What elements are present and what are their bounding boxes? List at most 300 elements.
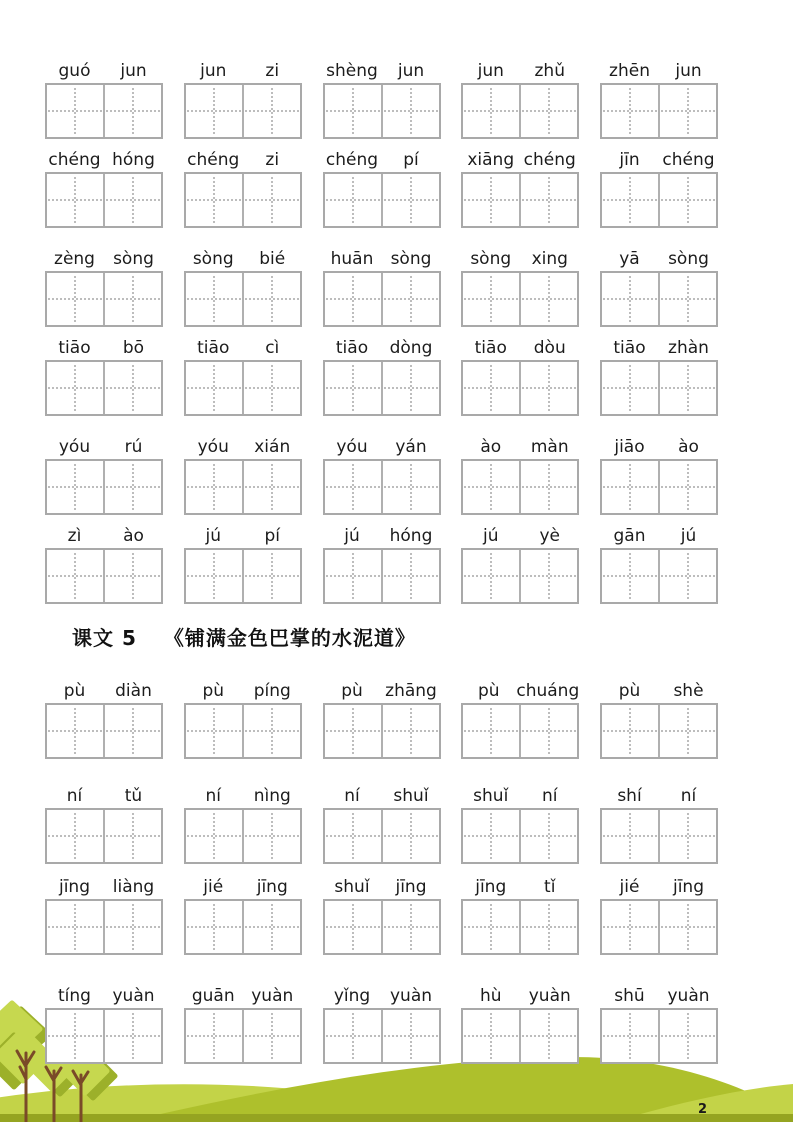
word-group — [600, 246, 718, 327]
grid-cell — [325, 174, 381, 226]
pinyin-syllable: xián — [254, 437, 291, 457]
grid-cell — [47, 901, 103, 953]
writing-grid — [461, 899, 579, 955]
word-row — [45, 874, 718, 955]
grid-cell — [325, 1010, 381, 1062]
grid-cell — [103, 174, 161, 226]
grid-cell — [381, 85, 439, 137]
grid-cell — [658, 85, 716, 137]
pinyin-syllable: jié — [619, 877, 640, 897]
writing-grid — [461, 83, 579, 139]
grid-cell — [242, 85, 300, 137]
word-group — [600, 983, 718, 1064]
pinyin-pair — [45, 523, 163, 548]
grid-cell — [658, 901, 716, 953]
pinyin-syllable: jú — [205, 526, 221, 546]
pinyin-pair — [45, 246, 163, 271]
grid-cell — [519, 362, 577, 414]
word-group — [461, 335, 579, 416]
grid-cell — [602, 174, 658, 226]
word-row — [45, 58, 718, 139]
grid-cell — [47, 810, 103, 862]
grid-cell — [519, 273, 577, 325]
pinyin-syllable: chuáng — [516, 681, 580, 701]
writing-grid — [323, 271, 441, 327]
grid-cell — [463, 85, 519, 137]
grid-cell — [381, 550, 439, 602]
grid-cell — [242, 705, 300, 757]
grid-cell — [381, 174, 439, 226]
grid-cell — [658, 1010, 716, 1062]
pinyin-syllable: yóu — [58, 437, 91, 457]
grid-cell — [242, 810, 300, 862]
grid-cell — [47, 273, 103, 325]
word-group — [184, 147, 302, 228]
pinyin-pair — [600, 523, 718, 548]
writing-grid — [461, 548, 579, 604]
writing-grid — [323, 548, 441, 604]
pinyin-syllable: chéng — [325, 150, 379, 170]
grid-cell — [658, 705, 716, 757]
word-group — [323, 434, 441, 515]
pinyin-syllable: jun — [200, 61, 227, 81]
grid-cell — [519, 174, 577, 226]
pinyin-syllable: gān — [613, 526, 646, 546]
pinyin-syllable: yán — [395, 437, 427, 457]
pinyin-syllable: dòu — [533, 338, 566, 358]
pinyin-syllable: zhàn — [668, 338, 709, 358]
word-group — [600, 678, 718, 759]
word-row — [45, 147, 718, 228]
pinyin-syllable: píng — [253, 681, 291, 701]
pinyin-syllable: guó — [58, 61, 91, 81]
grid-cell — [602, 461, 658, 513]
word-row — [45, 783, 718, 864]
pinyin-pair — [461, 874, 579, 899]
grid-cell — [325, 810, 381, 862]
pinyin-syllable: zi — [265, 150, 280, 170]
pinyin-syllable: xiāng — [467, 150, 515, 170]
word-group — [45, 983, 163, 1064]
grid-cell — [47, 461, 103, 513]
grid-cell — [381, 810, 439, 862]
pinyin-syllable: jīng — [475, 877, 507, 897]
pinyin-pair — [600, 783, 718, 808]
writing-grid — [461, 808, 579, 864]
grid-cell — [463, 1010, 519, 1062]
grid-cell — [463, 174, 519, 226]
pinyin-pair — [184, 983, 302, 1008]
grid-cell — [463, 901, 519, 953]
word-row — [45, 678, 718, 759]
writing-grid — [461, 1008, 579, 1064]
writing-grid — [45, 808, 163, 864]
pinyin-syllable: jiāo — [614, 437, 645, 457]
grid-cell — [658, 461, 716, 513]
pinyin-syllable: hóng — [112, 150, 155, 170]
word-group — [461, 874, 579, 955]
ground-strip — [0, 1114, 793, 1122]
pinyin-pair — [45, 874, 163, 899]
pinyin-pair — [461, 335, 579, 360]
pinyin-syllable: jun — [397, 61, 425, 81]
grid-cell — [47, 85, 103, 137]
grid-cell — [103, 461, 161, 513]
word-group — [184, 58, 302, 139]
grid-cell — [381, 1010, 439, 1062]
pinyin-pair — [184, 874, 302, 899]
pinyin-syllable: yóu — [197, 437, 229, 457]
pinyin-pair — [600, 434, 718, 459]
pinyin-syllable: shè — [673, 681, 704, 701]
writing-grid — [45, 548, 163, 604]
word-group — [45, 523, 163, 604]
pinyin-syllable: chéng — [662, 150, 715, 170]
pinyin-pair — [323, 434, 441, 459]
pinyin-syllable: shèng — [326, 61, 378, 81]
pinyin-syllable: tíng — [58, 986, 91, 1006]
grid-cell — [658, 550, 716, 602]
writing-grid — [184, 83, 302, 139]
word-group — [323, 783, 441, 864]
pinyin-syllable: ní — [205, 786, 221, 806]
pinyin-pair — [45, 434, 163, 459]
pinyin-pair — [461, 678, 579, 703]
writing-grid — [184, 548, 302, 604]
pinyin-syllable: yā — [619, 249, 640, 269]
writing-grid — [600, 703, 718, 759]
pinyin-syllable: yuàn — [389, 986, 433, 1006]
word-group — [461, 783, 579, 864]
word-group — [461, 678, 579, 759]
pinyin-syllable: sòng — [470, 249, 512, 269]
word-group — [184, 523, 302, 604]
pinyin-syllable: huān — [330, 249, 374, 269]
pinyin-syllable: ào — [480, 437, 502, 457]
pinyin-pair — [461, 783, 579, 808]
word-row — [45, 335, 718, 416]
pinyin-syllable: shuǐ — [334, 877, 370, 897]
pinyin-pair — [461, 434, 579, 459]
grid-cell — [103, 1010, 161, 1062]
word-group — [323, 983, 441, 1064]
pinyin-pair — [600, 246, 718, 271]
word-group — [184, 783, 302, 864]
pinyin-pair — [184, 783, 302, 808]
grid-cell — [658, 810, 716, 862]
pinyin-syllable: chéng — [187, 150, 240, 170]
pinyin-syllable: tiāo — [335, 338, 369, 358]
grid-cell — [658, 273, 716, 325]
pinyin-syllable: yè — [539, 526, 561, 546]
writing-grid — [600, 459, 718, 515]
word-group — [600, 147, 718, 228]
grid-cell — [325, 550, 381, 602]
pinyin-pair — [45, 783, 163, 808]
pinyin-syllable: pí — [403, 150, 419, 170]
grid-cell — [103, 85, 161, 137]
pinyin-pair — [600, 58, 718, 83]
word-group — [45, 58, 163, 139]
grid-cell — [519, 85, 577, 137]
writing-grid — [600, 83, 718, 139]
grid-cell — [463, 705, 519, 757]
grid-cell — [242, 1010, 300, 1062]
grid-cell — [519, 901, 577, 953]
writing-grid — [45, 172, 163, 228]
pinyin-syllable: sòng — [113, 249, 154, 269]
pinyin-syllable: hù — [479, 986, 502, 1006]
pinyin-syllable: shí — [617, 786, 642, 806]
grid-cell — [242, 461, 300, 513]
grid-cell — [325, 901, 381, 953]
pinyin-syllable: pí — [264, 526, 280, 546]
pinyin-syllable: ní — [66, 786, 83, 806]
pinyin-section-1 — [45, 58, 718, 604]
pinyin-syllable: tiāo — [474, 338, 507, 358]
pinyin-syllable: bié — [259, 249, 286, 269]
pinyin-pair — [600, 147, 718, 172]
word-group — [600, 783, 718, 864]
writing-grid — [600, 808, 718, 864]
pinyin-pair — [184, 434, 302, 459]
grid-cell — [103, 273, 161, 325]
word-group — [45, 678, 163, 759]
pinyin-syllable: sòng — [390, 249, 432, 269]
grid-cell — [602, 705, 658, 757]
grid-cell — [186, 362, 242, 414]
writing-grid — [461, 271, 579, 327]
grid-cell — [325, 273, 381, 325]
grid-cell — [186, 174, 242, 226]
pinyin-syllable: jīng — [672, 877, 704, 897]
writing-grid — [184, 172, 302, 228]
writing-grid — [184, 360, 302, 416]
pinyin-syllable: zì — [67, 526, 82, 546]
writing-grid — [461, 459, 579, 515]
pinyin-syllable: yuàn — [112, 986, 155, 1006]
pinyin-syllable: guān — [191, 986, 235, 1006]
pinyin-syllable: sòng — [668, 249, 709, 269]
word-group — [461, 58, 579, 139]
writing-grid — [45, 899, 163, 955]
grid-cell — [602, 901, 658, 953]
word-group — [600, 434, 718, 515]
word-row — [45, 983, 718, 1064]
pinyin-pair — [323, 147, 441, 172]
writing-grid — [600, 360, 718, 416]
grid-cell — [519, 1010, 577, 1062]
lesson-heading — [72, 624, 718, 652]
pinyin-syllable: ní — [344, 786, 360, 806]
word-row — [45, 523, 718, 604]
pinyin-syllable: tiāo — [197, 338, 230, 358]
writing-grid — [45, 1008, 163, 1064]
grid-cell — [381, 461, 439, 513]
word-group — [600, 523, 718, 604]
grid-cell — [463, 550, 519, 602]
writing-grid — [461, 360, 579, 416]
pinyin-syllable: jun — [120, 61, 147, 81]
pinyin-syllable: cì — [265, 338, 280, 358]
pinyin-syllable: shū — [614, 986, 645, 1006]
grid-cell — [186, 273, 242, 325]
pinyin-syllable: jun — [675, 61, 702, 81]
word-group — [184, 874, 302, 955]
pinyin-syllable: pù — [63, 681, 86, 701]
grid-cell — [47, 1010, 103, 1062]
writing-grid — [323, 1008, 441, 1064]
pinyin-syllable: chéng — [523, 150, 576, 170]
grid-cell — [103, 550, 161, 602]
word-group — [184, 434, 302, 515]
pinyin-pair — [461, 983, 579, 1008]
writing-grid — [184, 271, 302, 327]
grid-cell — [325, 362, 381, 414]
grid-cell — [602, 550, 658, 602]
word-group — [323, 874, 441, 955]
pinyin-pair — [45, 335, 163, 360]
pinyin-syllable: jīng — [395, 877, 427, 897]
pinyin-syllable: pù — [202, 681, 225, 701]
writing-grid — [323, 459, 441, 515]
writing-grid — [45, 703, 163, 759]
pinyin-pair — [323, 58, 441, 83]
word-group — [184, 678, 302, 759]
grid-cell — [325, 705, 381, 757]
word-group — [45, 874, 163, 955]
pinyin-syllable: zhǔ — [534, 61, 565, 81]
word-group — [600, 58, 718, 139]
word-group — [461, 983, 579, 1064]
pinyin-syllable: jié — [203, 877, 224, 897]
word-group — [184, 246, 302, 327]
pinyin-syllable: tǐ — [544, 877, 556, 897]
page-number: 2 — [697, 1102, 707, 1117]
word-group — [461, 147, 579, 228]
pinyin-syllable: shuǐ — [473, 786, 509, 806]
writing-grid — [600, 172, 718, 228]
pinyin-syllable: zhāng — [385, 681, 437, 701]
grid-cell — [242, 550, 300, 602]
grid-cell — [186, 1010, 242, 1062]
pinyin-pair — [184, 58, 302, 83]
grid-cell — [47, 362, 103, 414]
pinyin-syllable: ào — [123, 526, 144, 546]
writing-grid — [600, 271, 718, 327]
word-group — [184, 335, 302, 416]
word-group — [323, 58, 441, 139]
writing-grid — [323, 899, 441, 955]
grid-cell — [242, 362, 300, 414]
word-group — [600, 874, 718, 955]
pinyin-syllable: jú — [483, 526, 499, 546]
writing-grid — [45, 271, 163, 327]
pinyin-syllable: shuǐ — [393, 786, 429, 806]
writing-grid — [323, 172, 441, 228]
pinyin-syllable: ào — [678, 437, 699, 457]
grid-cell — [602, 273, 658, 325]
writing-grid — [45, 360, 163, 416]
pinyin-pair — [600, 678, 718, 703]
pinyin-syllable: xing — [531, 249, 568, 269]
pinyin-syllable: yǐng — [333, 986, 371, 1006]
pinyin-syllable: liàng — [112, 877, 155, 897]
writing-grid — [461, 172, 579, 228]
grid-cell — [519, 461, 577, 513]
lesson-number: 课文 5 — [72, 626, 137, 650]
word-group — [323, 523, 441, 604]
pinyin-syllable: bō — [122, 338, 145, 358]
pinyin-pair — [184, 678, 302, 703]
pinyin-pair — [600, 874, 718, 899]
pinyin-syllable: chéng — [48, 150, 101, 170]
grid-cell — [186, 85, 242, 137]
pinyin-syllable: tiāo — [58, 338, 91, 358]
grid-cell — [602, 1010, 658, 1062]
grid-cell — [463, 362, 519, 414]
pinyin-syllable: zèng — [54, 249, 95, 269]
grid-cell — [381, 273, 439, 325]
grid-cell — [519, 550, 577, 602]
pinyin-syllable: dòng — [389, 338, 433, 358]
word-group — [461, 434, 579, 515]
pinyin-pair — [45, 147, 163, 172]
pinyin-pair — [45, 678, 163, 703]
pinyin-syllable: yuàn — [251, 986, 294, 1006]
writing-grid — [323, 360, 441, 416]
pinyin-syllable: zhēn — [609, 61, 650, 81]
writing-grid — [323, 83, 441, 139]
pinyin-syllable: jīng — [58, 877, 90, 897]
word-group — [323, 678, 441, 759]
pinyin-pair — [461, 246, 579, 271]
grid-cell — [602, 362, 658, 414]
grid-cell — [463, 461, 519, 513]
pinyin-syllable: rú — [124, 437, 143, 457]
grid-cell — [519, 810, 577, 862]
pinyin-pair — [600, 983, 718, 1008]
grid-cell — [47, 174, 103, 226]
pinyin-section-2 — [45, 678, 718, 1064]
pinyin-pair — [323, 335, 441, 360]
word-group — [323, 147, 441, 228]
word-group — [45, 147, 163, 228]
writing-grid — [600, 1008, 718, 1064]
pinyin-syllable: jīn — [619, 150, 640, 170]
grid-cell — [381, 705, 439, 757]
writing-grid — [184, 703, 302, 759]
writing-grid — [184, 899, 302, 955]
pinyin-syllable: tǔ — [124, 786, 143, 806]
word-group — [461, 523, 579, 604]
grid-cell — [519, 705, 577, 757]
grid-cell — [186, 705, 242, 757]
pinyin-syllable: pù — [341, 681, 363, 701]
pinyin-syllable: yóu — [336, 437, 368, 457]
grid-cell — [381, 901, 439, 953]
pinyin-pair — [461, 58, 579, 83]
writing-grid — [323, 703, 441, 759]
pinyin-syllable: pù — [478, 681, 500, 701]
pinyin-syllable: yuàn — [528, 986, 571, 1006]
grid-cell — [186, 461, 242, 513]
grid-cell — [463, 810, 519, 862]
pinyin-syllable: hóng — [389, 526, 433, 546]
grid-cell — [186, 550, 242, 602]
grid-cell — [103, 705, 161, 757]
word-group — [184, 983, 302, 1064]
